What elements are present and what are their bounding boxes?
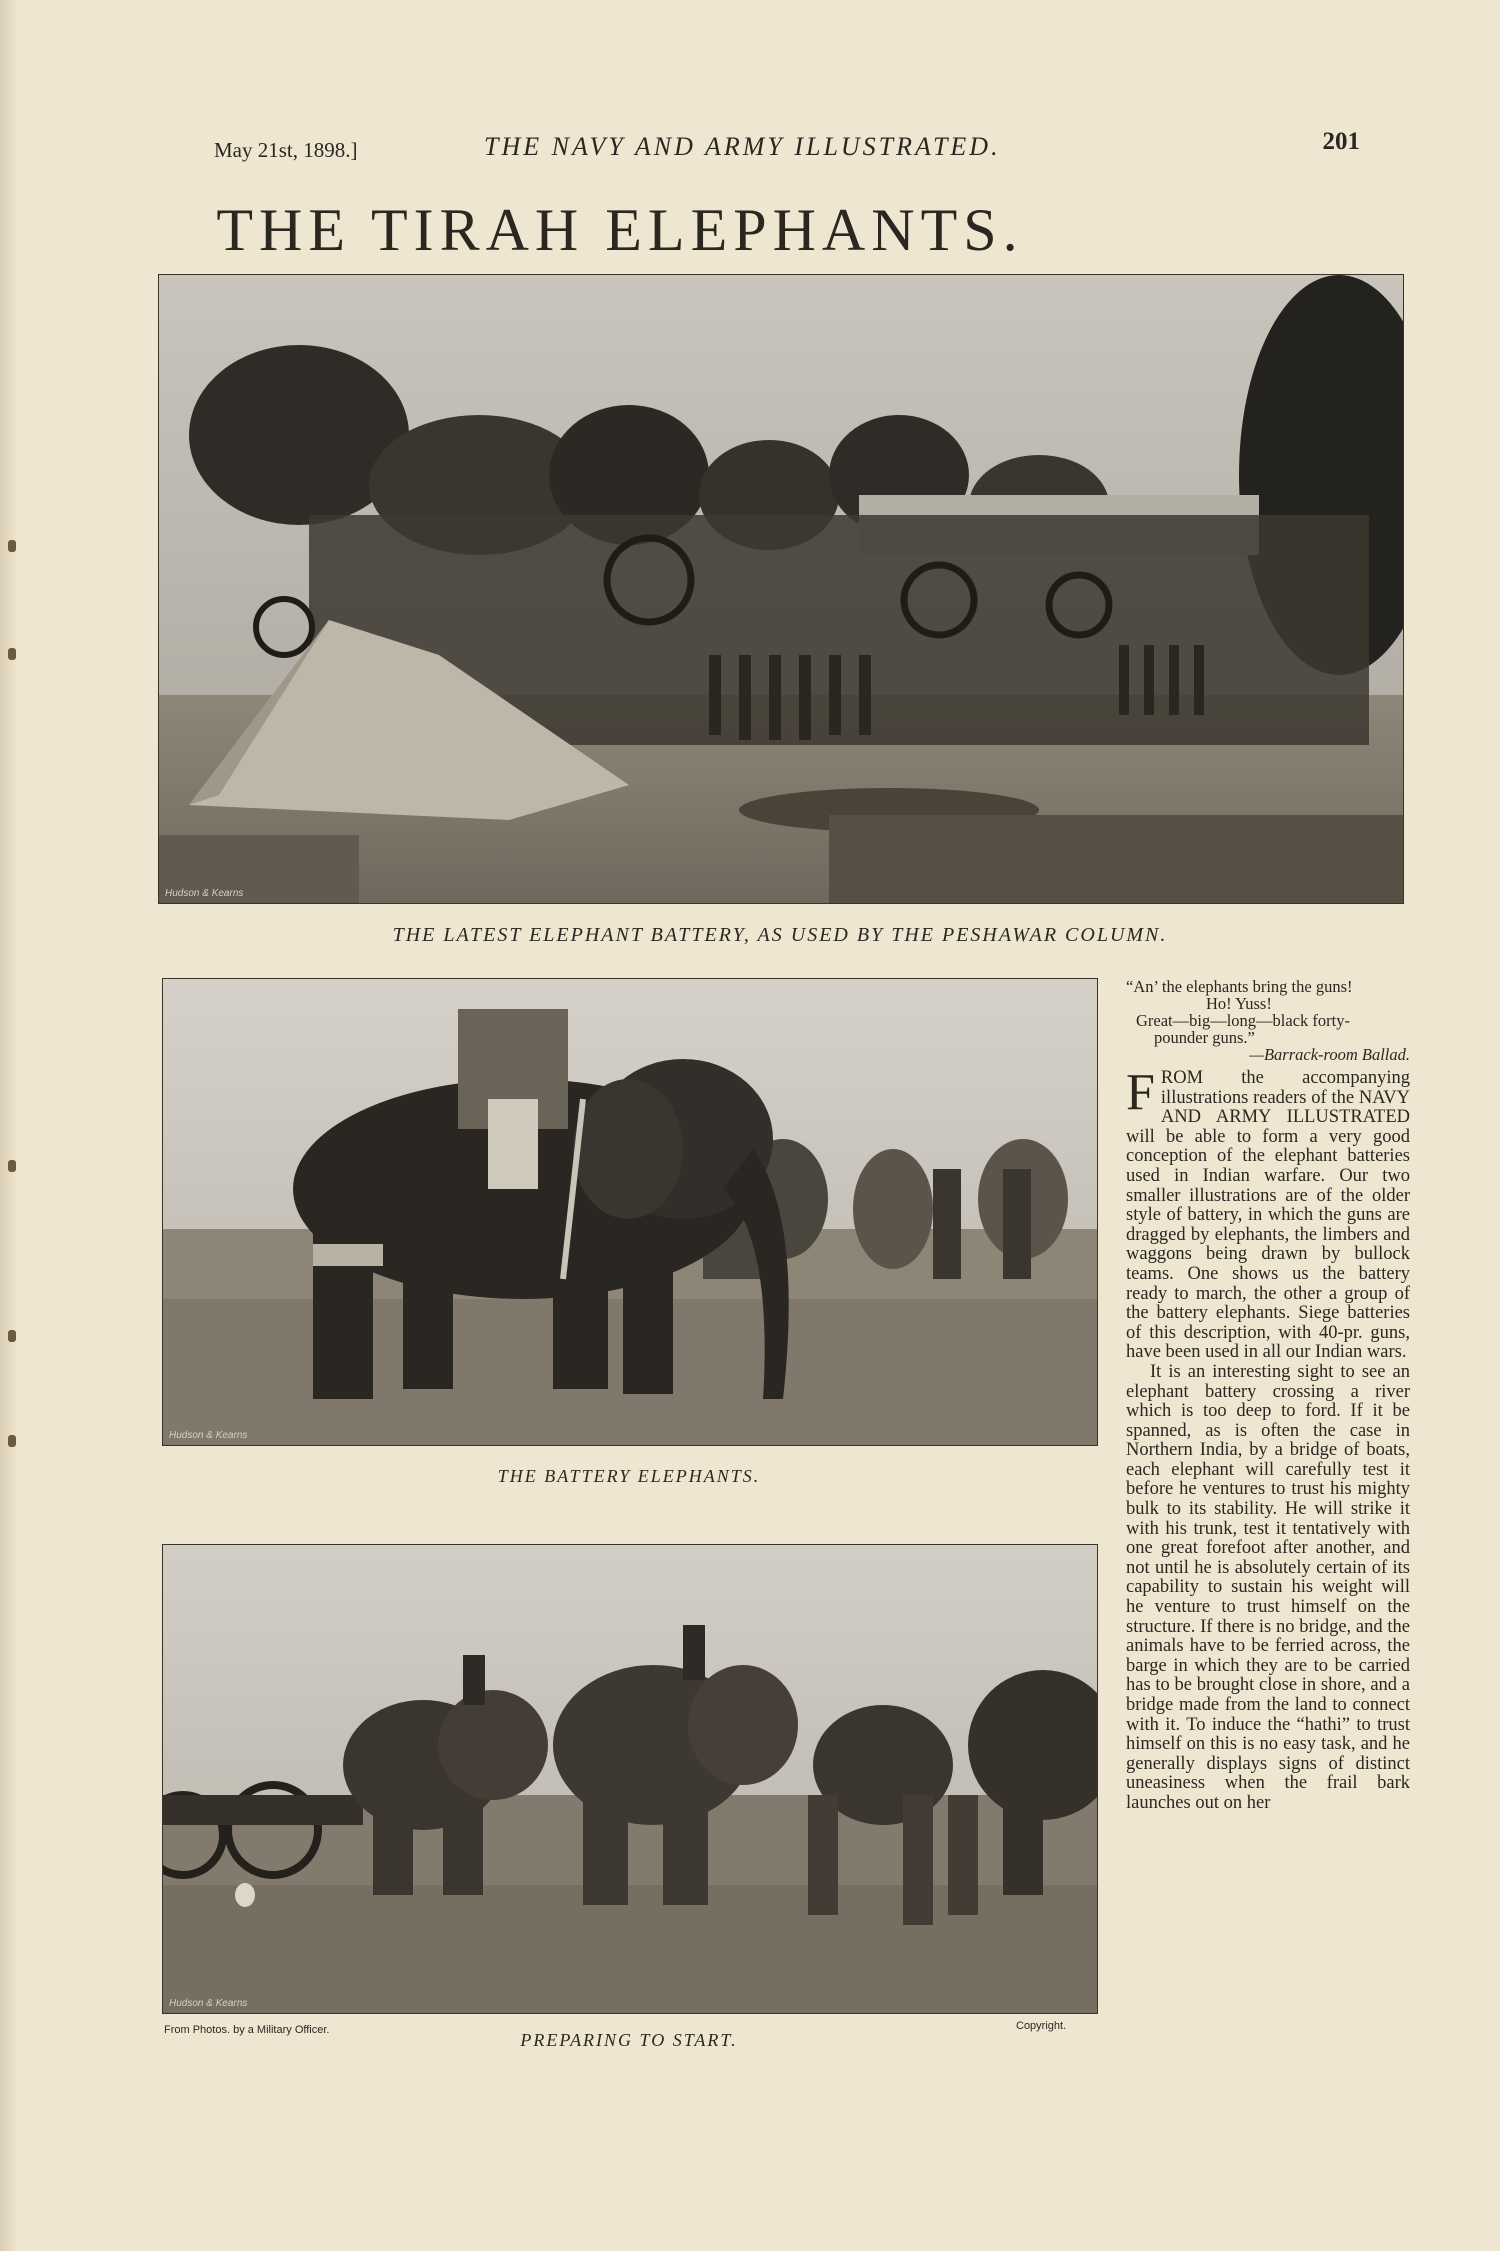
publication-title: THE NAVY AND ARMY ILLUSTRATED. (484, 132, 1001, 161)
running-head (214, 128, 1364, 168)
binding-hole (8, 1435, 16, 1447)
epigraph-line: Great—big—long—black forty- (1136, 1011, 1350, 1030)
photo-watermark: Hudson & Kearns (165, 888, 244, 899)
article-body (1126, 1064, 1410, 1814)
binding-hole (8, 648, 16, 660)
epigraph-line: Ho! Yuss! (1206, 994, 1272, 1013)
binding-hole (8, 1160, 16, 1172)
caption-battery-elephants: THE BATTERY ELEPHANTS. (497, 1466, 761, 1486)
caption-preparing-to-start: PREPARING TO START. (520, 2030, 738, 2050)
photo-watermark: Hudson & Kearns (169, 1998, 248, 2009)
epigraph-line: “An’ the elephants bring the guns! (1126, 977, 1353, 996)
paragraph (1126, 1064, 1410, 1363)
epigraph-line: pounder guns.” (1154, 1028, 1255, 1047)
paragraph: It is an interesting sight to see an elephant battery crossing a river which is too deep to ford. If it be spanned, as is often the case in Northern India, by a bridge of boats, each elephant will carefully test it before he ventures to trust his mighty bulk to its stability. He will strike it with his trunk, test it tentatively with one great forefoot after another, and not until he is absolutely certain of its capability to sustain his weight will he venture to trust himself on the structure. If there is no bridge, and the animals have to be ferried across, the barge in which they are to be carried has to be brought close in shore, and a bridge made from the land to connect with it. To induce the “hathi” to trust himself on this is no easy task, and he generally displays signs of distinct uneasiness when the frail bark launches out on her (1126, 1361, 1410, 1813)
photo-preparing-to-start (162, 1544, 1098, 2014)
photo-watermark: Hudson & Kearns (169, 1430, 248, 1441)
issue-date: May 21st, 1898.] (214, 138, 358, 162)
page-number: 201 (1322, 128, 1360, 155)
article-title: THE TIRAH ELEPHANTS. (216, 197, 1024, 263)
epigraph (1126, 978, 1410, 1063)
page-edge (0, 0, 18, 2251)
binding-hole (8, 1330, 16, 1342)
article-column (1126, 978, 1410, 1814)
paragraph-text: ROM the accompanying illustrations readers of the NAVY AND ARMY ILLUSTRATED will be able to form a very good conception of the elephant batteries used in Indian warfare. Our two smaller illustrations are of the older style of battery, in which the guns are dragged by elephants, the limbers and waggons being drawn by bullock teams. One shows us the battery ready to march, the other a group of the battery elephants. Siege batteries of this description, with 40-pr. guns, have been used in all our Indian wars. (1126, 1068, 1410, 1363)
binding-hole (8, 540, 16, 552)
photo-battery-elephants (162, 978, 1098, 1446)
caption-elephant-battery: THE LATEST ELEPHANT BATTERY, AS USED BY THE PESHAWAR COLUMN. (392, 924, 1168, 946)
photo-elephant-battery (158, 274, 1404, 904)
photo-credit: From Photos. by a Military Officer. (164, 2024, 330, 2036)
drop-cap: F (1126, 1064, 1155, 1121)
epigraph-attribution: —Barrack-room Ballad. (1249, 1045, 1410, 1064)
copyright-notice: Copyright. (1016, 2020, 1067, 2032)
